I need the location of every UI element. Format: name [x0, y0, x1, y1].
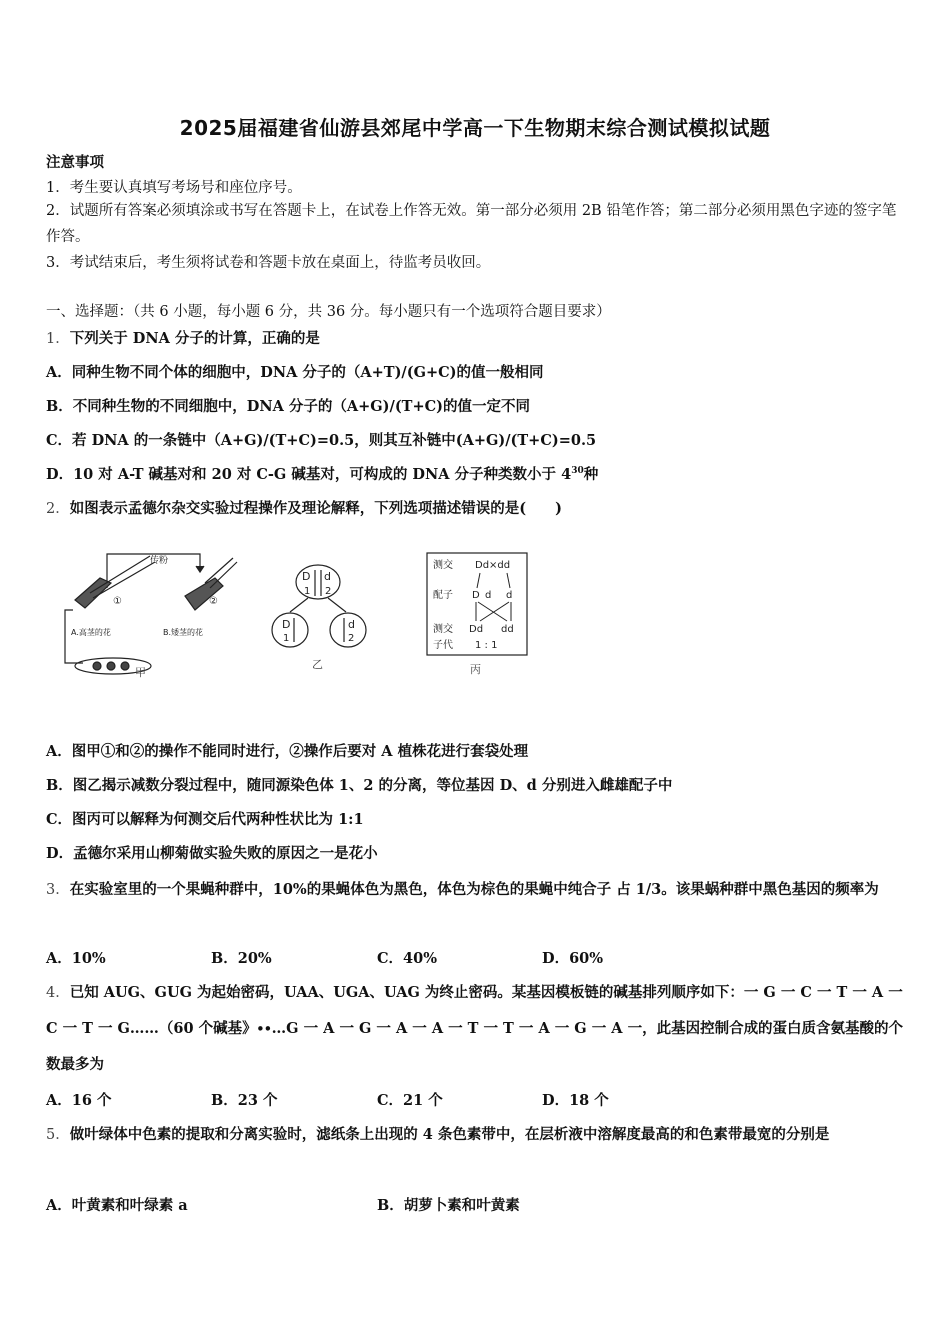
- q3-option-a: A．10%: [46, 950, 106, 967]
- division-arrow-right: [328, 598, 346, 612]
- q1-option-d-exponent: 30: [571, 466, 584, 477]
- question-number: 1．: [46, 331, 70, 347]
- q1-option-d-text: D．10 对 A-T 碱基对和 20 对 C-G 碱基对，可构成的 DNA 分子种类数小于 4: [46, 466, 572, 483]
- gene-D-left: D: [282, 618, 291, 631]
- q5-option-a: A．叶黄素和叶绿素 a: [46, 1197, 188, 1214]
- chromosome-2-right: 2: [348, 633, 355, 644]
- question-stem: 在实验室里的一个果蝇种群中，10%的果蝇体色为黑色，体色为棕色的果蝇中纯合子 占 1/3。该果蜗种群中黑色基因的频率为: [69, 881, 879, 898]
- notice-item-1: 1．考生要认真填写考场号和座位序号。: [46, 180, 302, 196]
- gene-d-top: d: [324, 570, 331, 583]
- caption-yi: 乙: [312, 658, 323, 671]
- question-5: [46, 1117, 906, 1153]
- gamete-d1: d: [485, 590, 492, 601]
- ratio: 1 : 1: [475, 640, 498, 651]
- offspring-Dd: Dd: [469, 624, 484, 635]
- flower-a: [75, 578, 111, 608]
- chromosome-2-label: 2: [325, 586, 332, 597]
- q2-option-b: B．图乙揭示减数分裂过程中，随同源染色体 1、2 的分离，等位基因 D、d 分别进入雌雄配子中: [46, 777, 673, 794]
- row2-label: 配子: [433, 590, 453, 601]
- notice-heading: 注意事项: [46, 154, 104, 171]
- figure-bing: [425, 551, 535, 677]
- figure-jia: [55, 548, 245, 680]
- gamete-d2: d: [506, 590, 513, 601]
- exam-title: 2025届福建省仙游县郊尾中学高一下生物期末综合测试模拟试题: [179, 116, 771, 140]
- question-stem: 做叶绿体中色素的提取和分离实验时，滤纸条上出现的 4 条色素带中，在层析液中溶解度最高的和色素带最宽的分别是: [69, 1126, 830, 1143]
- row1-label: 测交: [433, 560, 453, 571]
- q1-option-d-suffix: 种: [583, 466, 599, 483]
- notice-item-3: 3．考试结束后，考生须将试卷和答题卡放在桌面上，待监考员收回。: [46, 255, 491, 271]
- label-b: B.矮茎的花: [163, 628, 204, 637]
- gene-D-top: D: [302, 570, 311, 583]
- section-heading: 一、选择题：（共 6 小题，每小题 6 分，共 36 分。每小题只有一个选项符合题目要求）: [46, 304, 611, 320]
- caption-bing: 丙: [470, 663, 481, 676]
- label-2: ②: [209, 596, 218, 607]
- question-number: 5．: [46, 1127, 70, 1143]
- q1-option-c: C．若 DNA 的一条链中（A+G)/(T+C)=0.5，则其互补链中(A+G)/(T+C)=0.5: [46, 432, 597, 449]
- label-a: A.高茎的花: [71, 628, 111, 637]
- question-number: 2．: [46, 501, 70, 517]
- question-2: [46, 497, 562, 518]
- offspring-dd: dd: [501, 624, 514, 635]
- q1-option-a: A．同种生物不同个体的细胞中，DNA 分子的（A+T)/(G+C)的值一般相同: [46, 364, 544, 381]
- label-pollen: 传粉: [150, 556, 169, 566]
- row3-label: 测交: [433, 624, 453, 635]
- question-stem: 下列关于 DNA 分子的计算，正确的是: [69, 330, 320, 347]
- q3-option-d: D．60%: [542, 950, 604, 967]
- question-1: [46, 327, 320, 348]
- q2-option-c: C．图丙可以解释为何测交后代两种性状比为 1:1: [46, 811, 364, 828]
- q4-option-b: B．23 个: [211, 1092, 278, 1109]
- q4-option-c: C．21 个: [377, 1092, 443, 1109]
- question-3: [46, 872, 906, 908]
- question-stem: 已知 AUG、GUG 为起始密码，UAA、UGA、UAG 为终止密码。某基因模板链的碱基排列顺序如下：一 G 一 C 一 T 一 A 一 C 一 T 一 G……（60 个碱基》∙∙…G 一 A 一 G 一 A 一 A 一 T 一 T 一 A 一 G 一 A 一，此基因控制合成的蛋白质含氨基酸的个数最多为: [46, 984, 904, 1073]
- figure-yi: [268, 560, 373, 672]
- chromosome-1-label: 1: [304, 586, 311, 597]
- q1-option-b: B．不同种生物的不同细胞中，DNA 分子的（A+G)/(T+C)的值一定不同: [46, 398, 531, 415]
- gene-d-right: d: [348, 618, 355, 631]
- q1-option-d: [46, 463, 598, 484]
- division-arrow-left: [290, 598, 308, 612]
- notice-item-2: 2．试题所有答案必须填涂或书写在答题卡上，在试卷上作答无效。第一部分必须用 2B 铅笔作答；第二部分必须用黑色字迹的签字笔作答。: [46, 203, 897, 245]
- label-1: ①: [113, 596, 122, 607]
- q2-option-a: A．图甲①和②的操作不能同时进行，②操作后要对 A 植株花进行套袋处理: [46, 743, 529, 760]
- q2-option-d: D．孟德尔采用山柳菊做实验失败的原因之一是花小: [46, 845, 378, 862]
- gamete-D: D: [472, 590, 480, 601]
- caption-jia: 甲: [135, 666, 146, 679]
- q5-option-b: B．胡萝卜素和叶黄素: [377, 1197, 520, 1214]
- question-number: 4．: [46, 985, 70, 1001]
- question-stem: 如图表示孟德尔杂交实验过程操作及理论解释，下列选项描述错误的是( ): [69, 500, 562, 517]
- q4-option-d: D．18 个: [542, 1092, 609, 1109]
- cross-dd: Dd×dd: [475, 560, 511, 571]
- question-number: 3．: [46, 882, 70, 898]
- row4-label: 子代: [433, 640, 453, 651]
- q3-option-b: B．20%: [211, 950, 272, 967]
- q4-option-a: A．16 个: [46, 1092, 112, 1109]
- chromosome-1-left: 1: [283, 633, 290, 644]
- q3-option-c: C．40%: [377, 950, 437, 967]
- question-4: [46, 975, 906, 1083]
- arrow-head: [196, 566, 204, 572]
